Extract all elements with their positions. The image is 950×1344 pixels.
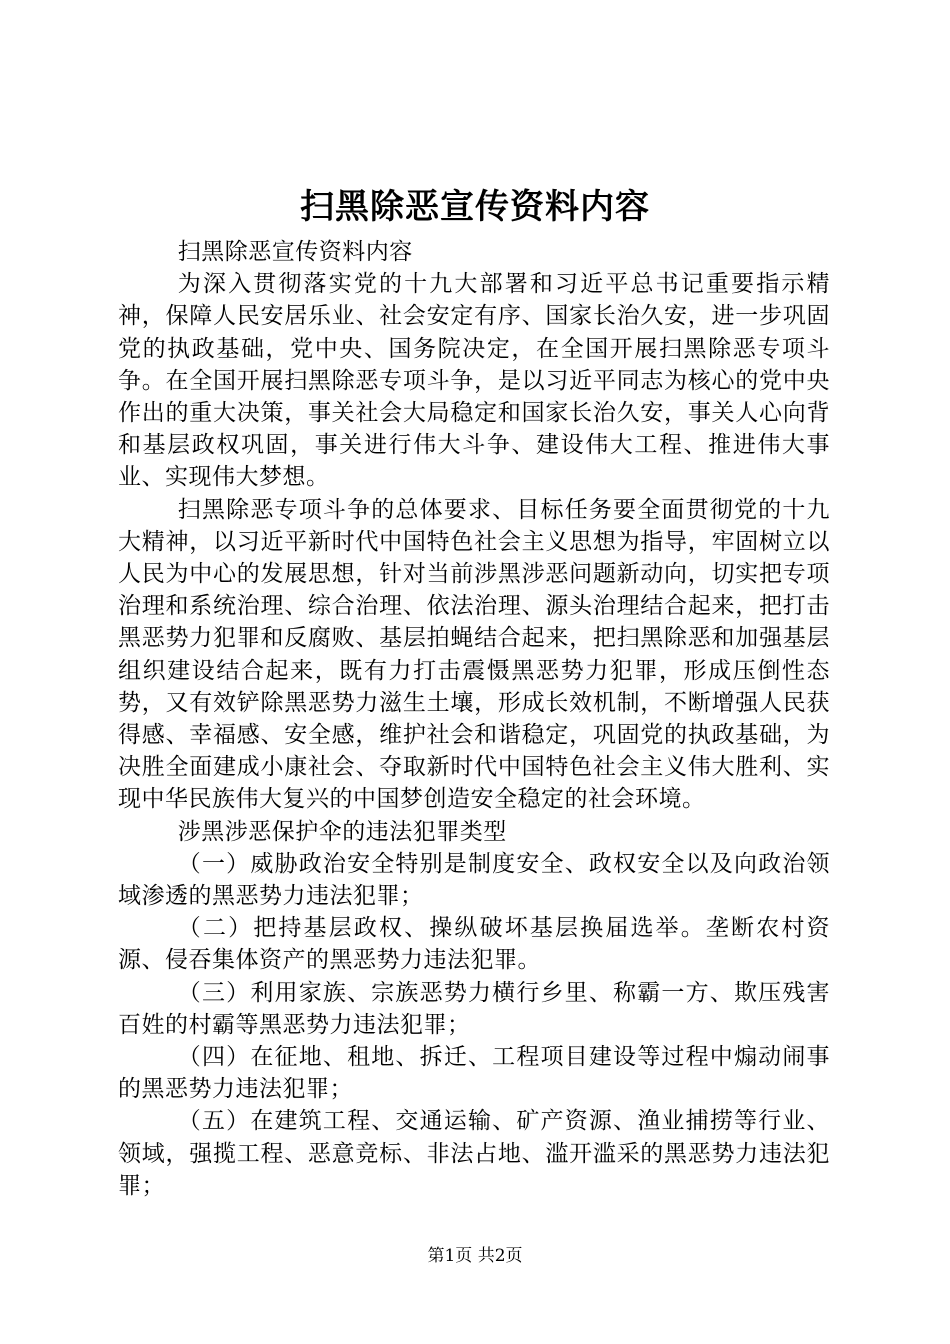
- section-heading: 涉黑涉恶保护伞的违法犯罪类型: [177, 818, 507, 845]
- paragraph-intro: 为深入贯彻落实党的十九大部署和习近平总书记重要指示精神，保障人民安居乐业、社会安定有序、国家长治久安，进一步巩固党的执政基础，党中央、国务院决定，在全国开展扫黑除恶专项斗争。在全国开展扫黑除恶专项斗争，是以习近平同志为核心的党中央作出的重大决策，事关社会大局稳定和国家长治久安，事关人心向背和基层政权巩固，事关进行伟大斗争、建设伟大工程、推进伟大事业、实现伟大梦想。: [118, 271, 830, 491]
- list-item-3: （三）利用家族、宗族恶势力横行乡里、称霸一方、欺压残害百姓的村霸等黑恶势力违法犯罪；: [118, 979, 830, 1038]
- list-item-2: （二）把持基层政权、操纵破坏基层换届选举。垄断农村资源、侵吞集体资产的黑恶势力违法犯罪。: [118, 915, 830, 974]
- list-item-1: （一）威胁政治安全特别是制度安全、政权安全以及向政治领域渗透的黑恶势力违法犯罪；: [118, 850, 830, 910]
- document-subtitle: 扫黑除恶宣传资料内容: [177, 239, 413, 265]
- paragraph-requirements: 扫黑除恶专项斗争的总体要求、目标任务要全面贯彻党的十九大精神，以习近平新时代中国特色社会主义思想为指导，牢固树立以人民为中心的发展思想，针对当前涉黑涉恶问题新动向，切实把专项治理和系统治理、综合治理、依法治理、源头治理结合起来，把打击黑恶势力犯罪和反腐败、基层拍蝇结合起来，把扫黑除恶和加强基层组织建设结合起来，既有力打击震慑黑恶势力犯罪，形成压倒性态势，又有效铲除黑恶势力滋生土壤，形成长效机制，不断增强人民获得感、幸福感、安全感，维护社会和谐稳定，巩固党的执政基础，为决胜全面建成小康社会、夺取新时代中国特色社会主义伟大胜利、实现中华民族伟大复兴的中国梦创造安全稳定的社会环境。: [118, 496, 830, 813]
- page-title: 扫黑除恶宣传资料内容: [300, 187, 650, 227]
- list-item-5: （五）在建筑工程、交通运输、矿产资源、渔业捕捞等行业、领域，强揽工程、恶意竞标、非法占地、滥开滥采的黑恶势力违法犯罪；: [118, 1108, 830, 1199]
- list-item-4: （四）在征地、租地、拆迁、工程项目建设等过程中煽动闹事的黑恶势力违法犯罪；: [118, 1044, 830, 1103]
- page-number-footer: 第1页 共2页: [427, 1246, 523, 1266]
- document-body: [118, 236, 830, 1202]
